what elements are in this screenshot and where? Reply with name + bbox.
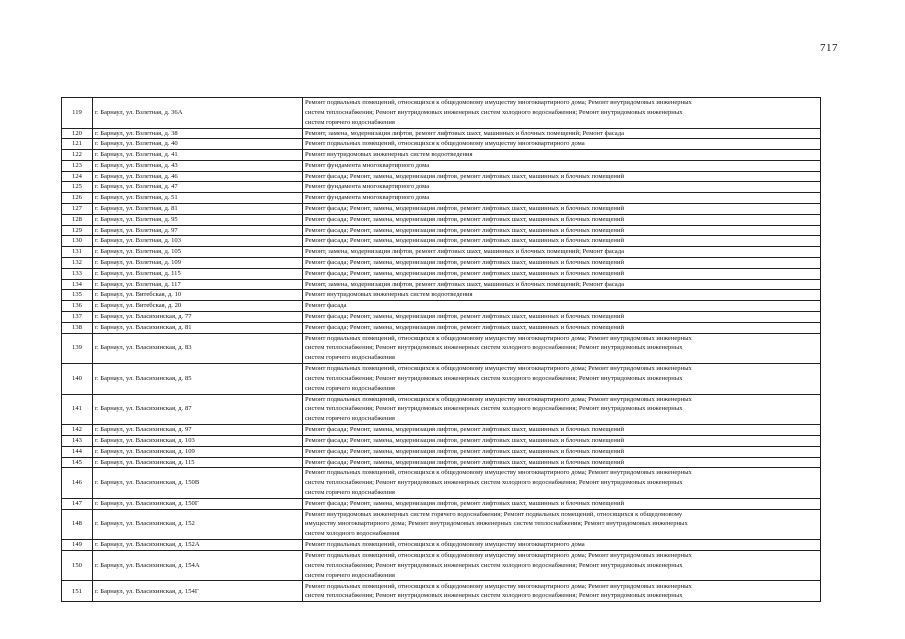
work-description-cell: Ремонт внутридомовых инженерных систем водоотведения [303, 150, 821, 161]
address-cell: г. Барнаул, ул. Взлетная, д. 40 [93, 139, 303, 150]
row-number-cell: 129 [62, 225, 93, 236]
table-row [62, 247, 821, 258]
work-description-cell: Ремонт подвальных помещений, относящихся к общедомовому имуществу многоквартирного дома [303, 139, 821, 150]
address-cell: г. Барнаул, ул. Взлетная, д. 51 [93, 193, 303, 204]
work-description-cell: Ремонт фундамента многоквартирного дома [303, 182, 821, 193]
address-cell: г. Барнаул, ул. Взлетная, д. 109 [93, 258, 303, 269]
table-row [62, 214, 821, 225]
address-cell: г. Барнаул, ул. Витебская, д. 20 [93, 301, 303, 312]
table-row [62, 425, 821, 436]
row-number-cell: 128 [62, 214, 93, 225]
table-row [62, 509, 821, 540]
table-row [62, 225, 821, 236]
repair-table [61, 97, 821, 602]
table-row [62, 301, 821, 312]
work-description-cell: Ремонт фасада; Ремонт, замена, модернизация лифтов, ремонт лифтовых шахт, машинных и блочных помещений [303, 236, 821, 247]
table-row [62, 550, 821, 581]
row-number-cell: 142 [62, 425, 93, 436]
address-cell: г. Барнаул, ул. Власихинская, д. 97 [93, 425, 303, 436]
table-row [62, 457, 821, 468]
address-cell: г. Барнаул, ул. Взлетная, д. 115 [93, 268, 303, 279]
address-cell: г. Барнаул, ул. Взлетная, д. 97 [93, 225, 303, 236]
table-row [62, 150, 821, 161]
row-number-cell: 147 [62, 498, 93, 509]
row-number-cell: 134 [62, 279, 93, 290]
address-cell: г. Барнаул, ул. Взлетная, д. 43 [93, 160, 303, 171]
table-row [62, 581, 821, 602]
address-cell: г. Барнаул, ул. Взлетная, д. 41 [93, 150, 303, 161]
address-cell: г. Барнаул, ул. Взлетная, д. 47 [93, 182, 303, 193]
work-description-cell: Ремонт подвальных помещений, относящихся к общедомовому имуществу многоквартирного дома; Ремонт внутридомовых инженерных систем теплоснабжения; Ремонт внутридомовых инженерных систем холодного водоснабжения; Ремонт внутридомовых инженерных систем горячего водоснабжения [303, 550, 821, 581]
work-description-cell: Ремонт подвальных помещений, относящихся к общедомовому имуществу многоквартирного дома; Ремонт внутридомовых инженерных систем теплоснабжения; Ремонт внутридомовых инженерных систем холодного водоснабжения; Ремонт внутридомовых инженерных [303, 581, 821, 602]
work-description-cell: Ремонт подвальных помещений, относящихся к общедомовому имуществу многоквартирного дома; Ремонт внутридомовых инженерных систем теплоснабжения; Ремонт внутридомовых инженерных систем холодного водоснабжения; Ремонт внутридомовых инженерных систем горячего водоснабжения [303, 333, 821, 364]
row-number-cell: 132 [62, 258, 93, 269]
address-cell: г. Барнаул, ул. Власихинская, д. 115 [93, 457, 303, 468]
work-description-cell: Ремонт фасада [303, 301, 821, 312]
work-description-cell: Ремонт подвальных помещений, относящихся к общедомовому имуществу многоквартирного дома; Ремонт внутридомовых инженерных систем теплоснабжения; Ремонт внутридомовых инженерных систем холодного водоснабжения; Ремонт внутридомовых инженерных систем горячего водоснабжения [303, 468, 821, 499]
row-number-cell: 139 [62, 333, 93, 364]
row-number-cell: 119 [62, 98, 93, 129]
table-row [62, 290, 821, 301]
work-description-cell: Ремонт, замена, модернизация лифтов, ремонт лифтовых шахт, машинных и блочных помещений; Ремонт фасада [303, 279, 821, 290]
table-row [62, 364, 821, 395]
table-row [62, 193, 821, 204]
row-number-cell: 123 [62, 160, 93, 171]
work-description-cell: Ремонт фасада; Ремонт, замена, модернизация лифтов, ремонт лифтовых шахт, машинных и блочных помещений [303, 446, 821, 457]
table-row [62, 128, 821, 139]
address-cell: г. Барнаул, ул. Взлетная, д. 103 [93, 236, 303, 247]
work-description-cell: Ремонт фасада; Ремонт, замена, модернизация лифтов, ремонт лифтовых шахт, машинных и блочных помещений [303, 171, 821, 182]
address-cell: г. Барнаул, ул. Власихинская, д. 150В [93, 468, 303, 499]
row-number-cell: 141 [62, 394, 93, 425]
row-number-cell: 149 [62, 540, 93, 551]
work-description-cell: Ремонт фасада; Ремонт, замена, модернизация лифтов, ремонт лифтовых шахт, машинных и блочных помещений [303, 435, 821, 446]
row-number-cell: 122 [62, 150, 93, 161]
work-description-cell: Ремонт фасада; Ремонт, замена, модернизация лифтов, ремонт лифтовых шахт, машинных и блочных помещений [303, 225, 821, 236]
row-number-cell: 130 [62, 236, 93, 247]
row-number-cell: 125 [62, 182, 93, 193]
repair-table-body [62, 98, 821, 602]
row-number-cell: 131 [62, 247, 93, 258]
address-cell: г. Барнаул, ул. Власихинская, д. 87 [93, 394, 303, 425]
work-description-cell: Ремонт фасада; Ремонт, замена, модернизация лифтов, ремонт лифтовых шахт, машинных и блочных помещений [303, 312, 821, 323]
table-row [62, 435, 821, 446]
row-number-cell: 126 [62, 193, 93, 204]
work-description-cell: Ремонт подвальных помещений, относящихся к общедомовому имуществу многоквартирного дома; Ремонт внутридомовых инженерных систем теплоснабжения; Ремонт внутридомовых инженерных систем холодного водоснабжения; Ремонт внутридомовых инженерных систем горячего водоснабжения [303, 364, 821, 395]
table-row [62, 268, 821, 279]
work-description-cell: Ремонт, замена, модернизация лифтов, ремонт лифтовых шахт, машинных и блочных помещений; Ремонт фасада [303, 128, 821, 139]
work-description-cell: Ремонт фасада; Ремонт, замена, модернизация лифтов, ремонт лифтовых шахт, машинных и блочных помещений [303, 268, 821, 279]
row-number-cell: 146 [62, 468, 93, 499]
address-cell: г. Барнаул, ул. Власихинская, д. 152 [93, 509, 303, 540]
table-row [62, 182, 821, 193]
table-row [62, 540, 821, 551]
table-row [62, 98, 821, 129]
address-cell: г. Барнаул, ул. Взлетная, д. 117 [93, 279, 303, 290]
work-description-cell: Ремонт, замена, модернизация лифтов, ремонт лифтовых шахт, машинных и блочных помещений; Ремонт фасада [303, 247, 821, 258]
row-number-cell: 120 [62, 128, 93, 139]
work-description-cell: Ремонт внутридомовых инженерных систем горячего водоснабжения; Ремонт подвальных помещений, относящихся к общедомовому имуществу многоквартирного дома; Ремонт внутридомовых инженерных систем теплоснабжения; Ремонт внутридомовых инженерных систем холодного водоснабжения [303, 509, 821, 540]
row-number-cell: 133 [62, 268, 93, 279]
work-description-cell: Ремонт фундамента многоквартирного дома [303, 160, 821, 171]
table-row [62, 171, 821, 182]
row-number-cell: 151 [62, 581, 93, 602]
table-row [62, 279, 821, 290]
table-row [62, 394, 821, 425]
work-description-cell: Ремонт фасада; Ремонт, замена, модернизация лифтов, ремонт лифтовых шахт, машинных и блочных помещений [303, 204, 821, 215]
row-number-cell: 148 [62, 509, 93, 540]
work-description-cell: Ремонт фасада; Ремонт, замена, модернизация лифтов, ремонт лифтовых шахт, машинных и блочных помещений [303, 322, 821, 333]
work-description-cell: Ремонт фундамента многоквартирного дома [303, 193, 821, 204]
row-number-cell: 124 [62, 171, 93, 182]
work-description-cell: Ремонт фасада; Ремонт, замена, модернизация лифтов, ремонт лифтовых шахт, машинных и блочных помещений [303, 498, 821, 509]
address-cell: г. Барнаул, ул. Взлетная, д. 95 [93, 214, 303, 225]
table-row [62, 236, 821, 247]
address-cell: г. Барнаул, ул. Власихинская, д. 154А [93, 550, 303, 581]
work-description-cell: Ремонт фасада; Ремонт, замена, модернизация лифтов, ремонт лифтовых шахт, машинных и блочных помещений [303, 457, 821, 468]
row-number-cell: 144 [62, 446, 93, 457]
address-cell: г. Барнаул, ул. Взлетная, д. 81 [93, 204, 303, 215]
address-cell: г. Барнаул, ул. Власихинская, д. 152А [93, 540, 303, 551]
address-cell: г. Барнаул, ул. Взлетная, д. 38 [93, 128, 303, 139]
work-description-cell: Ремонт фасада; Ремонт, замена, модернизация лифтов, ремонт лифтовых шахт, машинных и блочных помещений [303, 258, 821, 269]
row-number-cell: 140 [62, 364, 93, 395]
address-cell: г. Барнаул, ул. Власихинская, д. 150Г [93, 498, 303, 509]
address-cell: г. Барнаул, ул. Власихинская, д. 109 [93, 446, 303, 457]
work-description-cell: Ремонт внутридомовых инженерных систем водоотведения [303, 290, 821, 301]
table-row [62, 498, 821, 509]
address-cell: г. Барнаул, ул. Власихинская, д. 103 [93, 435, 303, 446]
table-row [62, 468, 821, 499]
address-cell: г. Барнаул, ул. Взлетная, д. 105 [93, 247, 303, 258]
page-number: 717 [820, 42, 838, 54]
address-cell: г. Барнаул, ул. Взлетная, д. 36А [93, 98, 303, 129]
address-cell: г. Барнаул, ул. Власихинская, д. 154Г [93, 581, 303, 602]
row-number-cell: 135 [62, 290, 93, 301]
address-cell: г. Барнаул, ул. Власихинская, д. 77 [93, 312, 303, 323]
work-description-cell: Ремонт подвальных помещений, относящихся к общедомовому имуществу многоквартирного дома [303, 540, 821, 551]
table-row [62, 160, 821, 171]
address-cell: г. Барнаул, ул. Взлетная, д. 46 [93, 171, 303, 182]
table-row [62, 322, 821, 333]
address-cell: г. Барнаул, ул. Власихинская, д. 83 [93, 333, 303, 364]
address-cell: г. Барнаул, ул. Власихинская, д. 85 [93, 364, 303, 395]
row-number-cell: 137 [62, 312, 93, 323]
address-cell: г. Барнаул, ул. Витебская, д. 10 [93, 290, 303, 301]
row-number-cell: 143 [62, 435, 93, 446]
work-description-cell: Ремонт подвальных помещений, относящихся к общедомовому имуществу многоквартирного дома; Ремонт внутридомовых инженерных систем теплоснабжения; Ремонт внутридомовых инженерных систем холодного водоснабжения; Ремонт внутридомовых инженерных систем горячего водоснабжения [303, 394, 821, 425]
row-number-cell: 145 [62, 457, 93, 468]
row-number-cell: 138 [62, 322, 93, 333]
work-description-cell: Ремонт подвальных помещений, относящихся к общедомовому имуществу многоквартирного дома; Ремонт внутридомовых инженерных систем теплоснабжения; Ремонт внутридомовых инженерных систем холодного водоснабжения; Ремонт внутридомовых инженерных систем горячего водоснабжения [303, 98, 821, 129]
table-row [62, 446, 821, 457]
table-row [62, 204, 821, 215]
address-cell: г. Барнаул, ул. Власихинская, д. 81 [93, 322, 303, 333]
row-number-cell: 127 [62, 204, 93, 215]
table-row [62, 139, 821, 150]
row-number-cell: 121 [62, 139, 93, 150]
table-row [62, 258, 821, 269]
work-description-cell: Ремонт фасада; Ремонт, замена, модернизация лифтов, ремонт лифтовых шахт, машинных и блочных помещений [303, 425, 821, 436]
table-row [62, 333, 821, 364]
row-number-cell: 136 [62, 301, 93, 312]
work-description-cell: Ремонт фасада; Ремонт, замена, модернизация лифтов, ремонт лифтовых шахт, машинных и блочных помещений [303, 214, 821, 225]
row-number-cell: 150 [62, 550, 93, 581]
table-row [62, 312, 821, 323]
